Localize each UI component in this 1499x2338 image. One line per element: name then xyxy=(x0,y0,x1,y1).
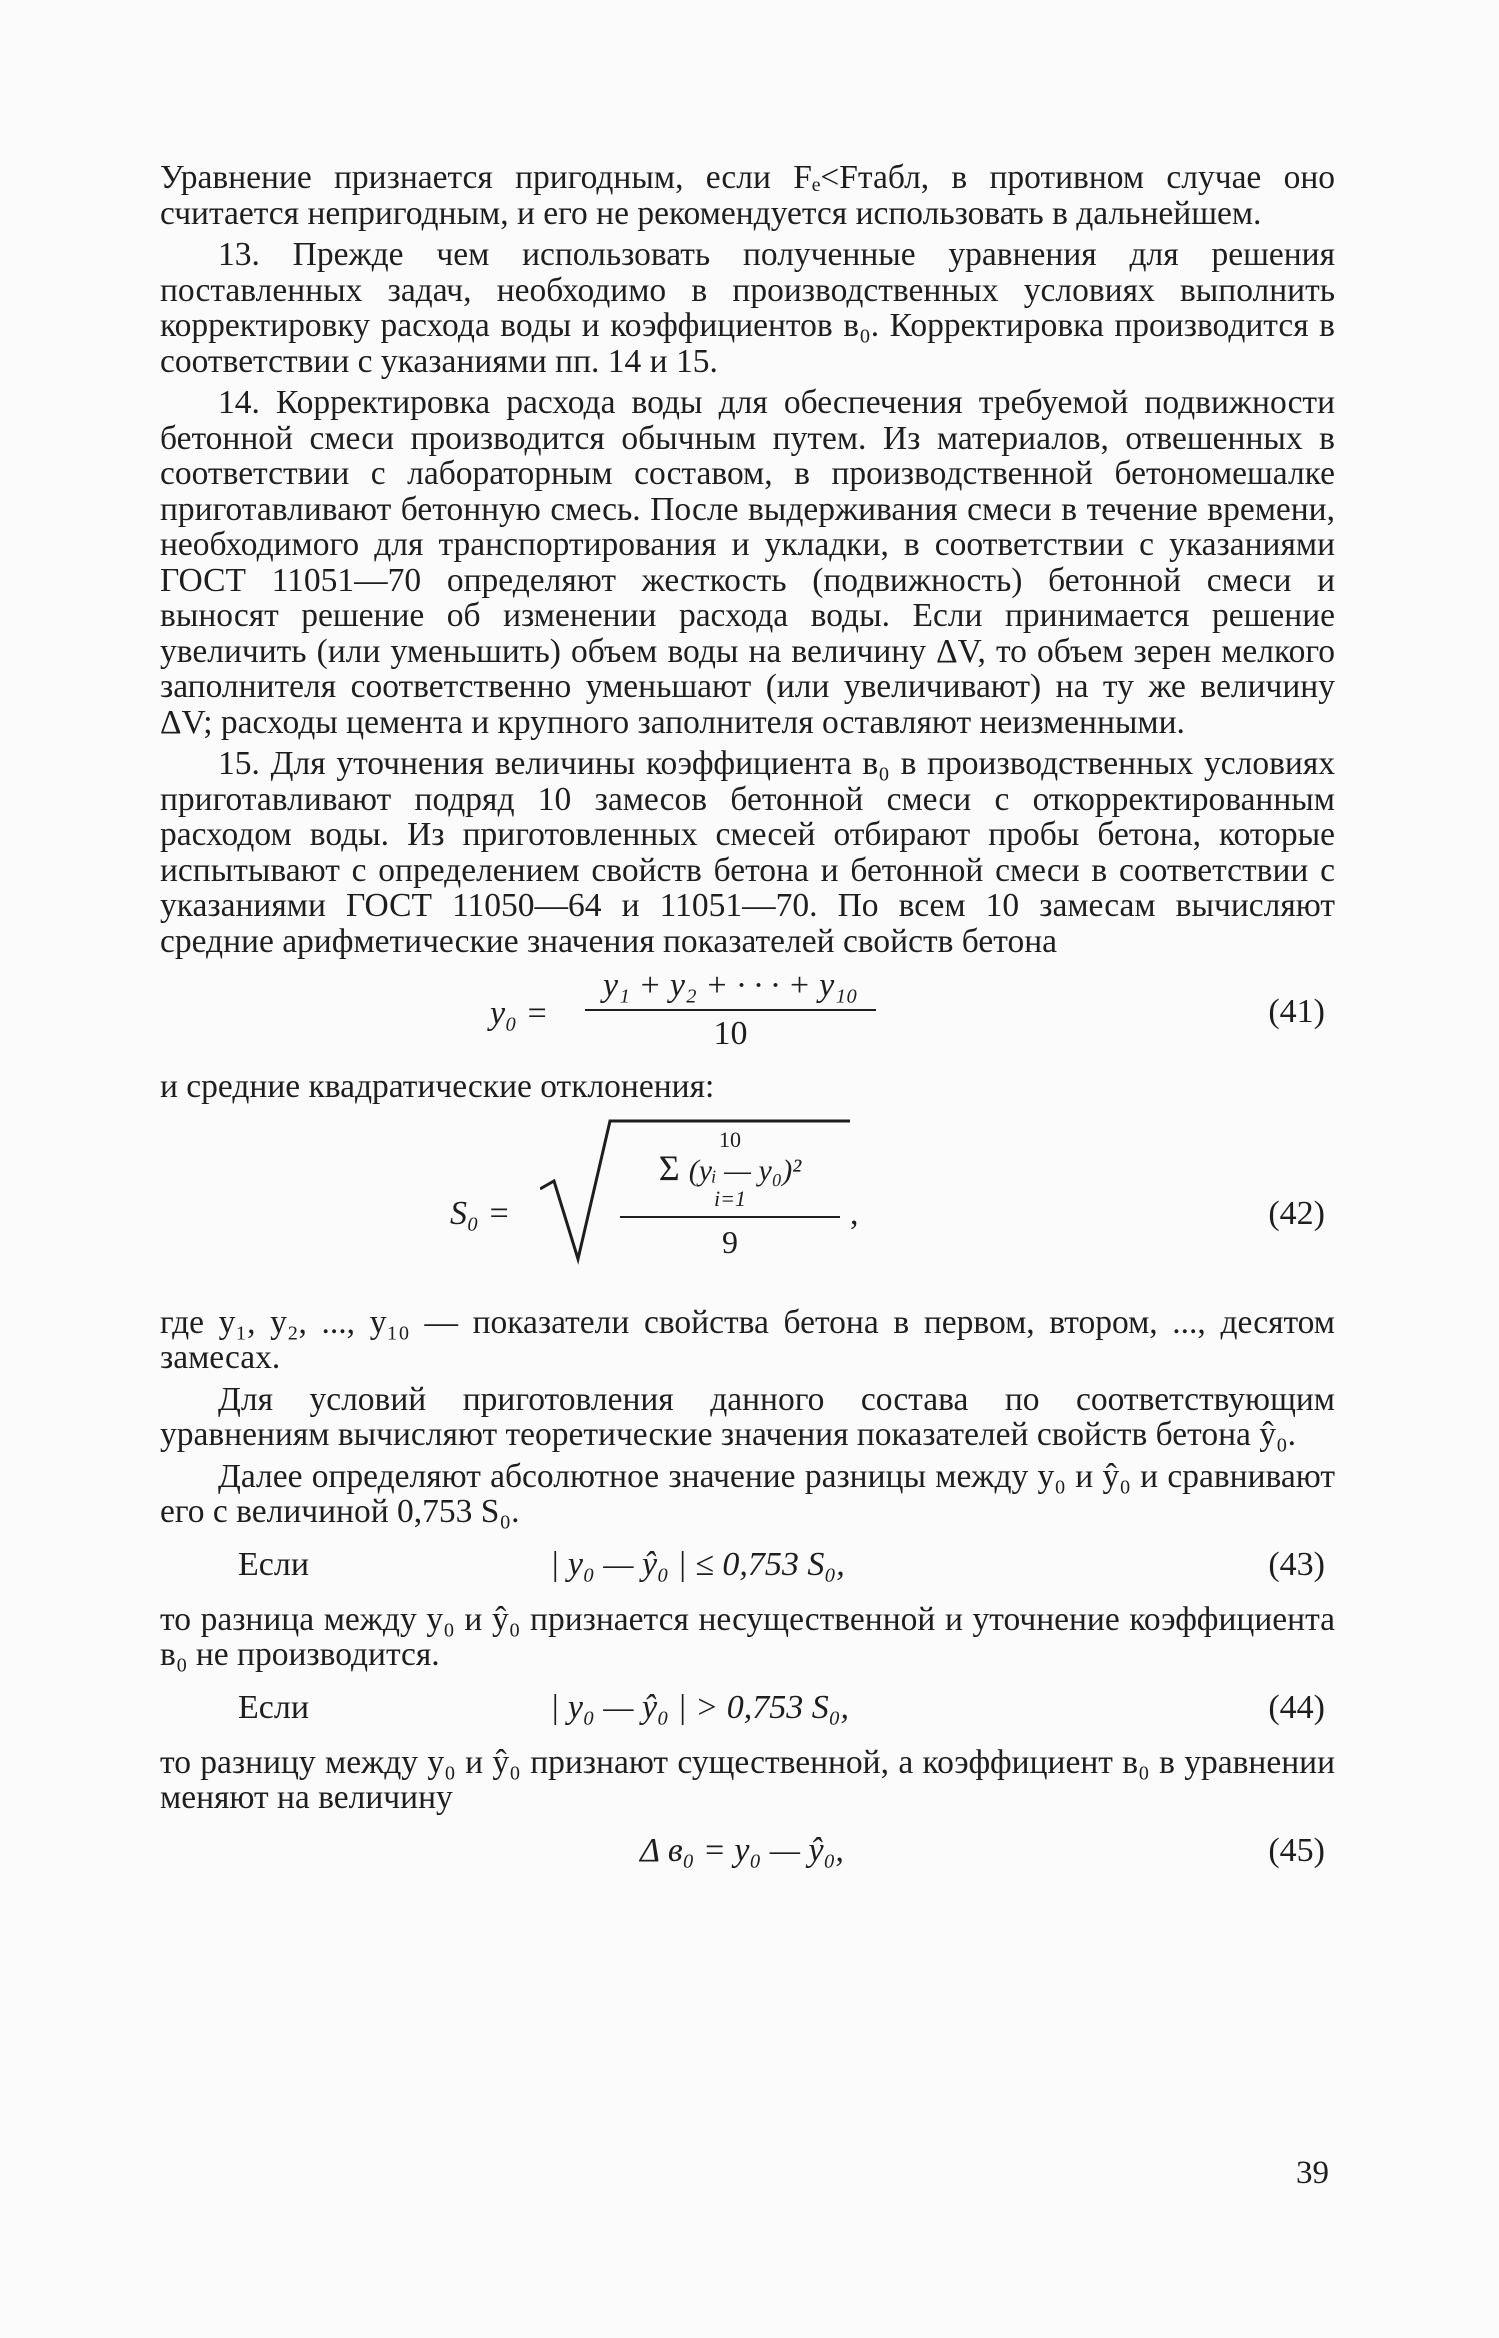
sum-upper-limit: 10 xyxy=(719,1126,741,1152)
eq44-number: (44) xyxy=(1268,1688,1325,1726)
eq42-denominator: 9 xyxy=(722,1223,738,1260)
eq42-number: (42) xyxy=(1268,1194,1325,1232)
eq44-expression: | y₀ — ŷ₀ | > 0,753 S₀, xyxy=(550,1688,850,1726)
paragraph-13: 13. Прежде чем использовать полученные уравнения для решения поставленных задач, необходимо в производственных условиях выполнить корректировку расхода воды и коэффициентов в₀. Корректировка производится в соответствии с указаниями пп. 14 и 15. xyxy=(160,236,1335,380)
eq43-expression: | y₀ — ŷ₀ | ≤ 0,753 S₀, xyxy=(550,1545,845,1583)
paragraph-14: 14. Корректировка расхода воды для обеспечения требуемой подвижности бетонной смеси производится обычным путем. Из материалов, отвешенных в соответствии с лабораторным составом, в производственной бетономешалке приготавливают бетонную смесь. После выдерживания смеси в течение времени, необходимого для транспортирования и укладки, в соответствии с указаниями ГОСТ 11051—70 определяют жесткость (подвижность) бетонной смеси и выносят решение об изменении расхода воды. Если принимается решение увеличить (или уменьшить) объем воды на величину ΔV, то объем зерен мелкого заполнителя соответственно уменьшают (или увеличивают) на ту же величину ΔV; расходы цемента и крупного заполнителя оставляют неизменными. xyxy=(160,384,1335,741)
eq43-number: (43) xyxy=(1268,1545,1325,1583)
sum-lower-limit: i=1 xyxy=(620,1188,840,1218)
sum-symbol: Σ xyxy=(658,1147,680,1188)
equation-42 xyxy=(160,1117,1335,1297)
eq41-numerator: y₁ + y₂ + · · · + y₁₀ xyxy=(585,967,876,1011)
eq45-number: (45) xyxy=(1268,1831,1325,1869)
equation-41 xyxy=(160,959,1335,1059)
eq45-expression: Δ в₀ = y₀ — ŷ₀, xyxy=(640,1831,844,1869)
page-body xyxy=(160,160,1335,1888)
eq43-label: Если xyxy=(238,1545,310,1583)
equation-44 xyxy=(160,1683,1335,1745)
page-number: 39 xyxy=(1296,2155,1329,2191)
paragraph-fitness: Уравнение признается пригодным, если Fₑ<Fтабл, в противном случае оно считается непригодным, и его не рекомендуется использовать в дальнейшем. xyxy=(160,159,1335,232)
paragraph-conditions: Для условий приготовления данного состава по соответствующим уравнениям вычисляют теоретические значения показателей свойств бетона ŷ₀. xyxy=(160,1380,1335,1453)
eq41-number: (41) xyxy=(1268,993,1325,1030)
eq42-term: (yᵢ — y₀)² xyxy=(688,1153,802,1187)
paragraph-after-44: то разницу между y₀ и ŷ₀ признают существенной, а коэффициент в₀ в уравнении меняют на величину xyxy=(160,1743,1335,1816)
equation-45 xyxy=(160,1826,1335,1888)
paragraph-where: где y₁, y₂, ..., y₁₀ — показатели свойства бетона в первом, втором, ..., десятом замесах. xyxy=(160,1303,1335,1376)
paragraph-between: и средние квадратические отклонения: xyxy=(160,1068,715,1105)
eq42-lhs: S₀ = xyxy=(450,1194,511,1232)
eq41-lhs: y₀ = xyxy=(490,995,549,1032)
eq42-comma: , xyxy=(850,1194,859,1232)
equation-43 xyxy=(160,1540,1335,1602)
paragraph-compare: Далее определяют абсолютное значение разницы между y₀ и ŷ₀ и сравнивают его с величиной 0,753 S₀. xyxy=(160,1457,1335,1530)
eq41-fraction xyxy=(585,967,876,1053)
eq41-denominator: 10 xyxy=(713,1015,748,1052)
paragraph-15: 15. Для уточнения величины коэффициента в₀ в производственных условиях приготавливают подряд 10 замесов бетонной смеси с откорректированным расходом воды. Из приготовленных смесей отбирают пробы бетона, которые испытывают с определением свойств бетона и бетонной смеси в соответствии с указаниями ГОСТ 11050—64 и 11051—70. По всем 10 замесам вычисляют средние арифметические значения показателей свойств бетона xyxy=(160,745,1335,960)
eq42-fraction xyxy=(620,1126,840,1261)
eq44-label: Если xyxy=(238,1688,310,1726)
paragraph-after-43: то разница между y₀ и ŷ₀ признается несущественной и уточнение коэффициента в₀ не производится. xyxy=(160,1600,1335,1673)
